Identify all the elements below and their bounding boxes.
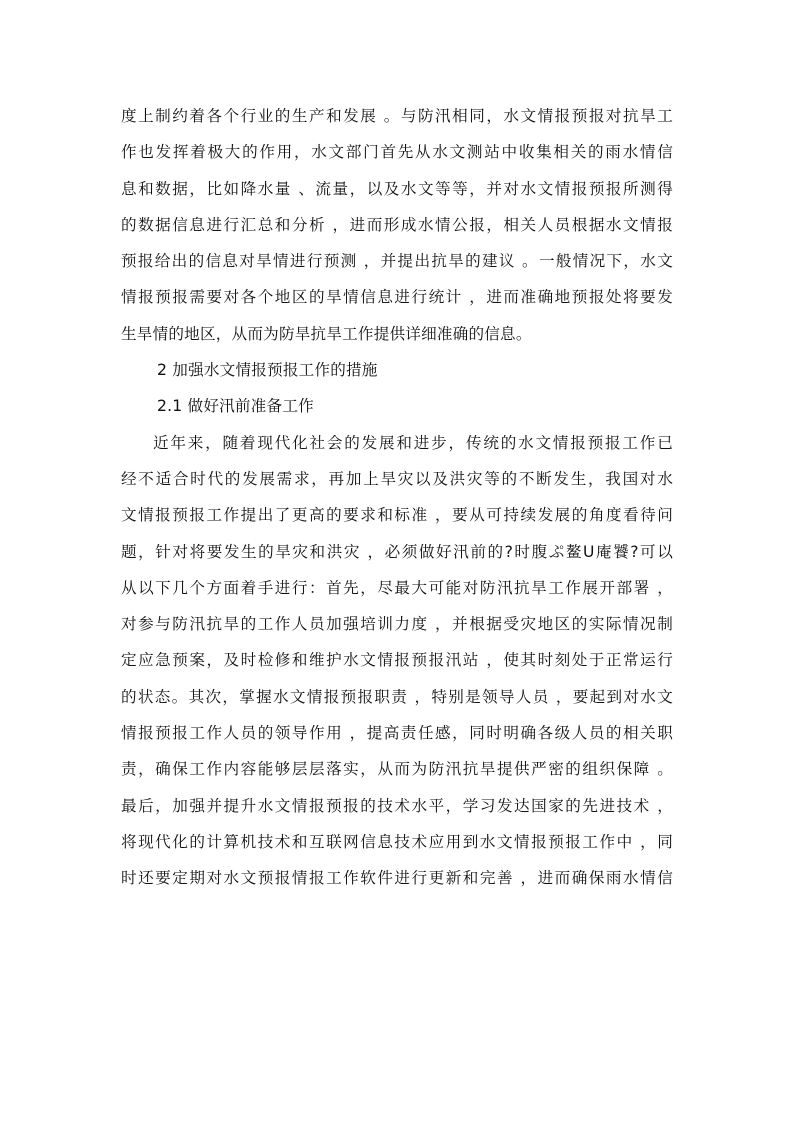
text-line: 将现代化的计算机技术和互联网信息技术应用到水文情报预报工作中 ，同	[121, 832, 673, 851]
text-line: 情报预报需要对各个地区的旱情信息进行统计 ，进而准确地预报处将要发	[121, 288, 673, 307]
text-line: 从以下几个方面着手进行：首先，尽最大可能对防汛抗旱工作展开部署 ，	[121, 578, 673, 597]
text-line: 情报预报工作人员的领导作用 ，提高责任感，同时明确各级人员的相关职	[121, 724, 673, 743]
paragraph-preparation	[121, 425, 673, 897]
subsection-heading: 2.1 做好汛前准备工作	[157, 397, 314, 416]
text-line: 作也发挥着极大的作用，水文部门首先从水文测站中收集相关的雨水情信	[121, 143, 673, 162]
text-line: 息和数据，比如降水量 、流量，以及水文等等，并对水文情报预报所测得	[121, 179, 673, 198]
text-line: 文情报预报工作提出了更高的要求和标准 ，要从可持续发展的角度看待问	[121, 506, 673, 525]
text-line: 最后，加强并提升水文情报预报的技术水平，学习发达国家的先进技术 ，	[121, 796, 673, 815]
text-line: 对参与防汛抗旱的工作人员加强培训力度 ，并根据受灾地区的实际情况制	[121, 615, 673, 634]
text-line: 题，针对将要发生的旱灾和洪灾 ，必须做好汛前的?时腹ぷ鳌U庵饕?可以	[121, 542, 673, 561]
text-line: 的数据信息进行汇总和分析 ，进而形成水情公报，相关人员根据水文情报	[121, 215, 673, 234]
text-line: 生旱情的地区，从而为防旱抗旱工作提供详细准确的信息。	[121, 324, 532, 343]
text-line: 预报给出的信息对旱情进行预测 ，并提出抗旱的建议 。一般情况下，水文	[121, 252, 673, 271]
text-line: 定应急预案，及时检修和维护水文情报预报汛站 ，使其时刻处于正常运行	[121, 651, 673, 670]
text-line: 时还要定期对水文预报情报工作软件进行更新和完善 ，进而确保雨水情信	[121, 869, 673, 888]
text-line: 近年来，随着现代化社会的发展和进步，传统的水文情报预报工作已	[153, 433, 673, 452]
text-line: 经不适合时代的发展需求，再加上旱灾以及洪灾等的不断发生，我国对水	[121, 469, 673, 488]
text-line: 责，确保工作内容能够层层落实，从而为防汛抗旱提供严密的组织保障 。	[121, 760, 673, 779]
document-body	[121, 98, 673, 897]
paragraph-drought-forecast	[121, 98, 673, 352]
text-line: 度上制约着各个行业的生产和发展 。与防汛相同，水文情报预报对抗旱工	[121, 107, 673, 125]
text-line: 的状态。其次，掌握水文情报预报职责 ，特别是领导人员 ，要起到对水文	[121, 687, 673, 706]
section-heading: 2 加强水文情报预报工作的措施	[157, 361, 378, 380]
